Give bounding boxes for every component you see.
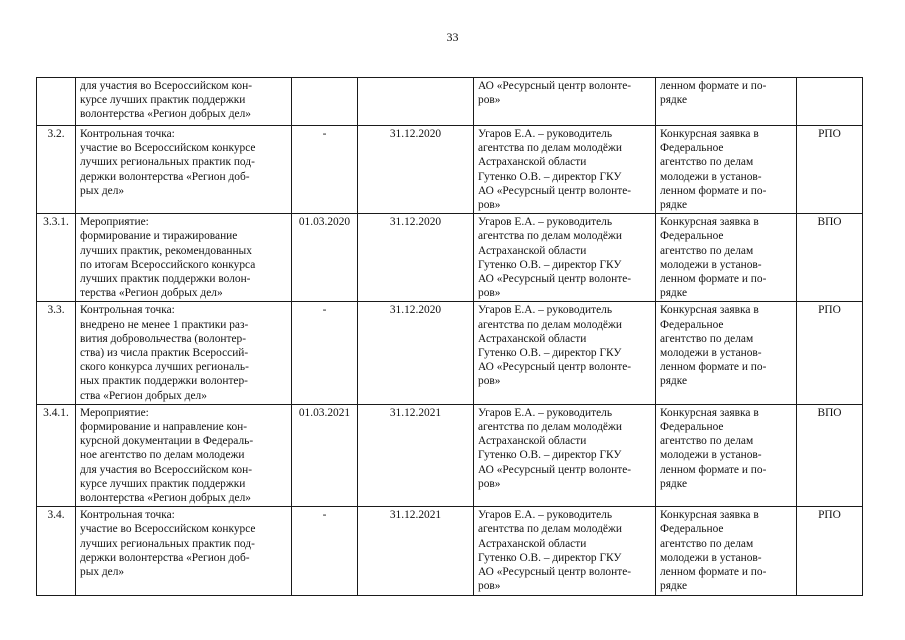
row-description-line: внедрено не менее 1 практики раз- (80, 318, 249, 331)
plan-table (36, 77, 863, 596)
row-description-line: ского конкурса лучших региональ- (80, 361, 249, 374)
row-description-line: держки волонтерства «Регион доб- (80, 170, 250, 183)
row-result-line: агентство по делам (660, 537, 754, 550)
row-start-date: - (292, 507, 358, 595)
row-result-line: Конкурсная заявка в (660, 128, 759, 140)
row-responsible-line: Гутенко О.В. – директор ГКУ (478, 258, 622, 271)
row-responsible (474, 214, 656, 302)
row-responsible-line: Астраханской области (478, 244, 587, 257)
row-result-line: Конкурсная заявка в (660, 406, 759, 419)
row-end-date: 31.12.2020 (358, 214, 474, 302)
row-responsible-line: ров» (478, 199, 501, 212)
row-result-line: Конкурсная заявка в (660, 304, 759, 317)
row-description-line: для участия во Всероссийском кон- (80, 463, 253, 476)
row-result-line: рядке (660, 375, 688, 388)
row-description-line: курсной документации в Федераль- (80, 435, 254, 448)
row-number: 3.4.1. (37, 404, 76, 506)
row-description-line: Мероприятие: (80, 406, 149, 419)
row-description-line: участие во Всероссийском конкурсе (80, 142, 256, 155)
row-type (797, 78, 863, 126)
row-type: РПО (797, 507, 863, 595)
row-type: ВПО (797, 214, 863, 302)
row-responsible-line: Угаров Е.А. – руководитель (478, 216, 613, 229)
row-description-line: Контрольная точка: (80, 128, 175, 140)
table-row (37, 507, 863, 595)
row-responsible-line: агентства по делам молодёжи (478, 421, 622, 434)
row-result-line: рядке (660, 287, 688, 300)
row-result (656, 507, 797, 595)
row-responsible-line: агентства по делам молодёжи (478, 318, 622, 331)
row-description-line: Мероприятие: (80, 216, 149, 229)
row-result-line: молодежи в установ- (660, 347, 762, 360)
row-number: 3.3.1. (37, 214, 76, 302)
row-result-line: ленном формате и по- (660, 566, 767, 579)
row-number: 3.2. (37, 126, 76, 214)
row-result-line: ленном формате и по- (660, 80, 767, 92)
row-result (656, 126, 797, 214)
row-description (76, 126, 292, 214)
row-description-line: ства) из числа практик Всероссий- (80, 347, 249, 360)
row-responsible-line: ров» (478, 375, 501, 388)
row-result-line: агентство по делам (660, 244, 754, 257)
row-responsible (474, 78, 656, 126)
row-description-line: терства «Регион добрых дел» (80, 287, 223, 300)
row-description-line: лучших практик, рекомендованных (80, 244, 252, 257)
row-description-line: участие во Всероссийском конкурсе (80, 523, 256, 536)
row-responsible-line: агентства по делам молодёжи (478, 230, 622, 243)
row-start-date: - (292, 302, 358, 404)
row-responsible-line: АО «Ресурсный центр волонте- (478, 184, 632, 197)
row-description-line: Контрольная точка: (80, 509, 175, 522)
row-description-line: Контрольная точка: (80, 304, 175, 317)
row-start-date: 01.03.2021 (292, 404, 358, 506)
row-start-date: - (292, 126, 358, 214)
row-description-line: курсе лучших практик поддержки (80, 94, 246, 107)
row-responsible-line: АО «Ресурсный центр волонте- (478, 566, 632, 579)
row-description-line: лучших региональных практик под- (80, 537, 255, 550)
row-result-line: молодежи в установ- (660, 551, 762, 564)
row-responsible-line: ров» (478, 287, 501, 300)
row-result-line: ленном формате и по- (660, 361, 767, 374)
row-type: РПО (797, 126, 863, 214)
row-end-date (358, 78, 474, 126)
row-responsible-line: агентства по делам молодёжи (478, 523, 622, 536)
row-description-line: ное агентство по делам молодежи (80, 449, 245, 462)
row-result-line: агентство по делам (660, 156, 754, 169)
row-description-line: лучших региональных практик под- (80, 156, 255, 169)
row-result-line: ленном формате и по- (660, 184, 767, 197)
row-description-line: ных практик поддержки волонтер- (80, 375, 248, 388)
row-end-date: 31.12.2020 (358, 302, 474, 404)
row-responsible-line: Астраханской области (478, 156, 587, 169)
row-description-line: волонтерства «Регион добрых дел» (80, 108, 251, 121)
row-result (656, 302, 797, 404)
row-description-line: рых дел» (80, 184, 125, 197)
row-result-line: молодежи в установ- (660, 449, 762, 462)
row-responsible (474, 126, 656, 214)
row-result-line: рядке (660, 477, 688, 490)
row-end-date: 31.12.2021 (358, 404, 474, 506)
row-result-line: Федеральное (660, 421, 724, 434)
table-row (37, 126, 863, 214)
row-description (76, 214, 292, 302)
row-result-line: агентство по делам (660, 332, 754, 345)
row-number: 3.4. (37, 507, 76, 595)
row-responsible-line: Гутенко О.В. – директор ГКУ (478, 551, 622, 564)
row-description (76, 404, 292, 506)
row-result-line: рядке (660, 94, 688, 107)
row-responsible-line: Гутенко О.В. – директор ГКУ (478, 449, 622, 462)
row-type: РПО (797, 302, 863, 404)
row-description-line: курсе лучших практик поддержки (80, 477, 246, 490)
row-description-line: формирование и тиражирование (80, 230, 238, 243)
page-number: 33 (446, 30, 459, 44)
row-responsible-line: Угаров Е.А. – руководитель (478, 509, 613, 522)
row-description-line: волонтерства «Регион добрых дел» (80, 492, 251, 505)
row-responsible-line: Угаров Е.А. – руководитель (478, 304, 613, 317)
row-type: ВПО (797, 404, 863, 506)
row-end-date: 31.12.2020 (358, 126, 474, 214)
row-description-line: лучших практик поддержки волон- (80, 273, 251, 286)
row-result-line: Федеральное (660, 230, 724, 243)
row-responsible (474, 404, 656, 506)
row-description (76, 507, 292, 595)
row-responsible-line: Гутенко О.В. – директор ГКУ (478, 347, 622, 360)
row-responsible-line: Астраханской области (478, 435, 587, 448)
row-responsible-line: Астраханской области (478, 332, 587, 345)
row-description-line: по итогам Всероссийского конкурса (80, 258, 256, 271)
row-result-line: молодежи в установ- (660, 258, 762, 271)
row-result-line: рядке (660, 199, 688, 212)
row-responsible-line: Астраханской области (478, 537, 587, 550)
row-result-line: Федеральное (660, 142, 724, 155)
row-description-line: держки волонтерства «Регион доб- (80, 551, 250, 564)
row-description-line: формирование и направление кон- (80, 421, 248, 434)
row-result-line: Федеральное (660, 318, 724, 331)
row-responsible-line: Гутенко О.В. – директор ГКУ (478, 170, 622, 183)
row-description (76, 302, 292, 404)
row-start-date: 01.03.2020 (292, 214, 358, 302)
row-result (656, 214, 797, 302)
row-number (37, 78, 76, 126)
table-body (37, 78, 863, 596)
row-result-line: ленном формате и по- (660, 463, 767, 476)
row-description-line: для участия во Всероссийском кон- (80, 80, 253, 92)
row-responsible-line: АО «Ресурсный центр волонте- (478, 80, 632, 92)
row-number: 3.3. (37, 302, 76, 404)
row-responsible-line: ров» (478, 477, 501, 490)
row-result-line: Федеральное (660, 523, 724, 536)
row-responsible-line: Угаров Е.А. – руководитель (478, 128, 613, 140)
row-responsible-line: АО «Ресурсный центр волонте- (478, 463, 632, 476)
row-description (76, 78, 292, 126)
row-end-date: 31.12.2021 (358, 507, 474, 595)
row-description-line: ства «Регион добрых дел» (80, 389, 207, 402)
row-result-line: молодежи в установ- (660, 170, 762, 183)
row-result-line: Конкурсная заявка в (660, 216, 759, 229)
row-result-line: агентство по делам (660, 435, 754, 448)
row-description-line: рых дел» (80, 566, 125, 579)
table-row (37, 302, 863, 404)
row-description-line: вития добровольчества (волонтер- (80, 332, 247, 345)
row-start-date (292, 78, 358, 126)
row-responsible (474, 507, 656, 595)
row-responsible-line: ров» (478, 94, 501, 107)
row-responsible-line: АО «Ресурсный центр волонте- (478, 361, 632, 374)
row-responsible-line: агентства по делам молодёжи (478, 142, 622, 155)
table-row (37, 214, 863, 302)
table-row (37, 404, 863, 506)
row-responsible-line: Угаров Е.А. – руководитель (478, 406, 613, 419)
row-result-line: рядке (660, 580, 688, 593)
row-result (656, 78, 797, 126)
table-row (37, 78, 863, 126)
row-result-line: ленном формате и по- (660, 273, 767, 286)
row-result (656, 404, 797, 506)
row-responsible-line: АО «Ресурсный центр волонте- (478, 273, 632, 286)
row-responsible (474, 302, 656, 404)
row-responsible-line: ров» (478, 580, 501, 593)
row-result-line: Конкурсная заявка в (660, 509, 759, 522)
